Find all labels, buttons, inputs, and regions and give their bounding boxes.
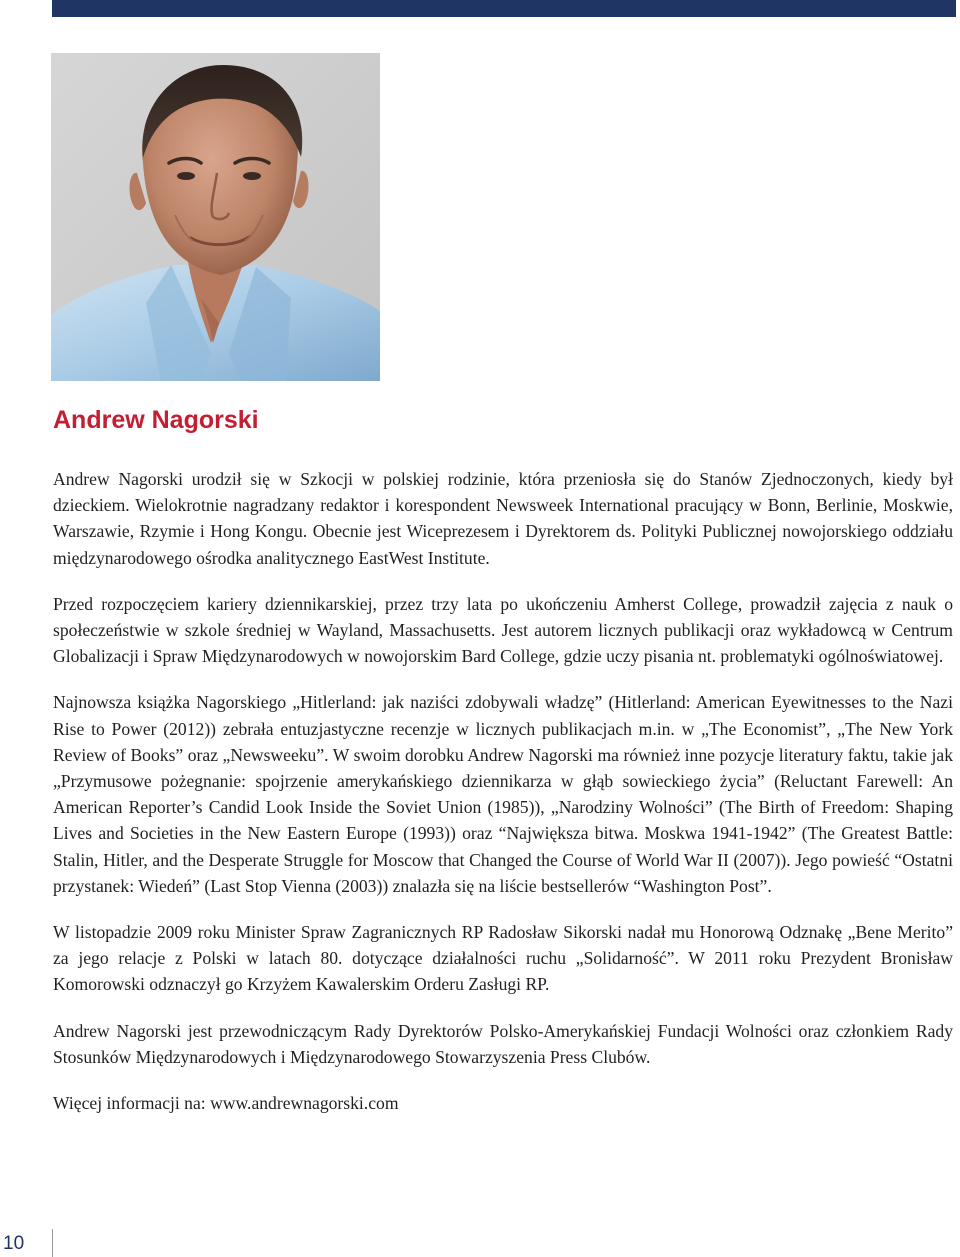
- page-number: 10: [3, 1233, 25, 1254]
- bio-paragraph-2: Przed rozpoczęciem kariery dziennikarskiej, przez trzy lata po ukończeniu Amherst College, prowadził zajęcia z nauk o społeczeństwie w szkole średniej w Wayland, Massachusetts. Jest autorem licznych publikacji oraz wykładowcą w Centrum Globalizacji i Spraw Międzynarodowych w nowojorskim Bard College, gdzie uczy pisania nt. problematyki ogólnoświatowej.: [53, 593, 953, 667]
- bio-paragraph-1: Andrew Nagorski urodził się w Szkocji w polskiej rodzinie, która przeniosła się do Stanów Zjednoczonych, kiedy był dzieckiem. Wielokrotnie nagradzany redaktor i korespondent Newsweek International pracujący w Bonn, Berlinie, Moskwie, Warszawie, Rzymie i Hong Kongu. Obecnie jest Wiceprezesem i Dyrektorem ds. Polityki Publicznej nowojorskiego oddziału międzynarodowego ośrodka analitycznego EastWest Institute.: [53, 469, 953, 568]
- portrait-illustration: [51, 53, 380, 381]
- author-portrait-photo: [51, 53, 380, 381]
- biography-text: [53, 466, 953, 1136]
- bio-paragraph-5: Andrew Nagorski jest przewodniczącym Rady Dyrektorów Polsko-Amerykańskiej Fundacji Wolności oraz członkiem Rady Stosunków Międzynarodowych i Międzynarodowego Stowarzyszenia Press Clubów.: [53, 1020, 953, 1067]
- top-color-bar: [52, 0, 956, 17]
- person-name-heading: Andrew Nagorski: [53, 406, 259, 434]
- bio-paragraph-3: Najnowsza książka Nagorskiego „Hitlerland: jak naziści zdobywali władzę” (Hitlerland: American Eyewitnesses to the Nazi Rise to Power (2012)) zebrała entuzjastyczne recenzje w licznych publikacjach m.in. w „The Economist”, „The New York Review of Books” oraz „Newsweeku”. W swoim dorobku Andrew Nagorski ma również inne pozycje literatury faktu, takie jak „Przymusowe pożegnanie: spojrzenie amerykańskiego dziennikarza w głąb sowieckiego życia” (Reluctant Farewell: An American Reporter’s Candid Look Inside the Soviet Union (1985)), „Narodziny Wolności” (The Birth of Freedom: Shaping Lives and Societies in the New Eastern Europe (1993)) oraz “Największa bitwa. Moskwa 1941-1942” (The Greatest Battle: Stalin, Hitler, and the Desperate Struggle for Moscow that Changed the Course of World War II (2007)). Jego powieść “Ostatni przystanek: Wiedeń” (Last Stop Vienna (2003)) znalazła się na liście bestsellerów “Washington Post”.: [53, 692, 953, 896]
- bio-paragraph-4: W listopadzie 2009 roku Minister Spraw Zagranicznych RP Radosław Sikorski nadał mu Honorową Odznakę „Bene Merito” za jego relacje z Polski w latach 80. dotyczące działalności ruchu „Solidarność”. W 2011 roku Prezydent Bronisław Komorowski odznaczył go Krzyżem Kawalerskim Orderu Zasługi RP.: [53, 922, 953, 995]
- bio-paragraph-more-info: Więcej informacji na: www.andrewnagorski.com: [53, 1093, 399, 1114]
- footer-divider: [52, 1229, 53, 1257]
